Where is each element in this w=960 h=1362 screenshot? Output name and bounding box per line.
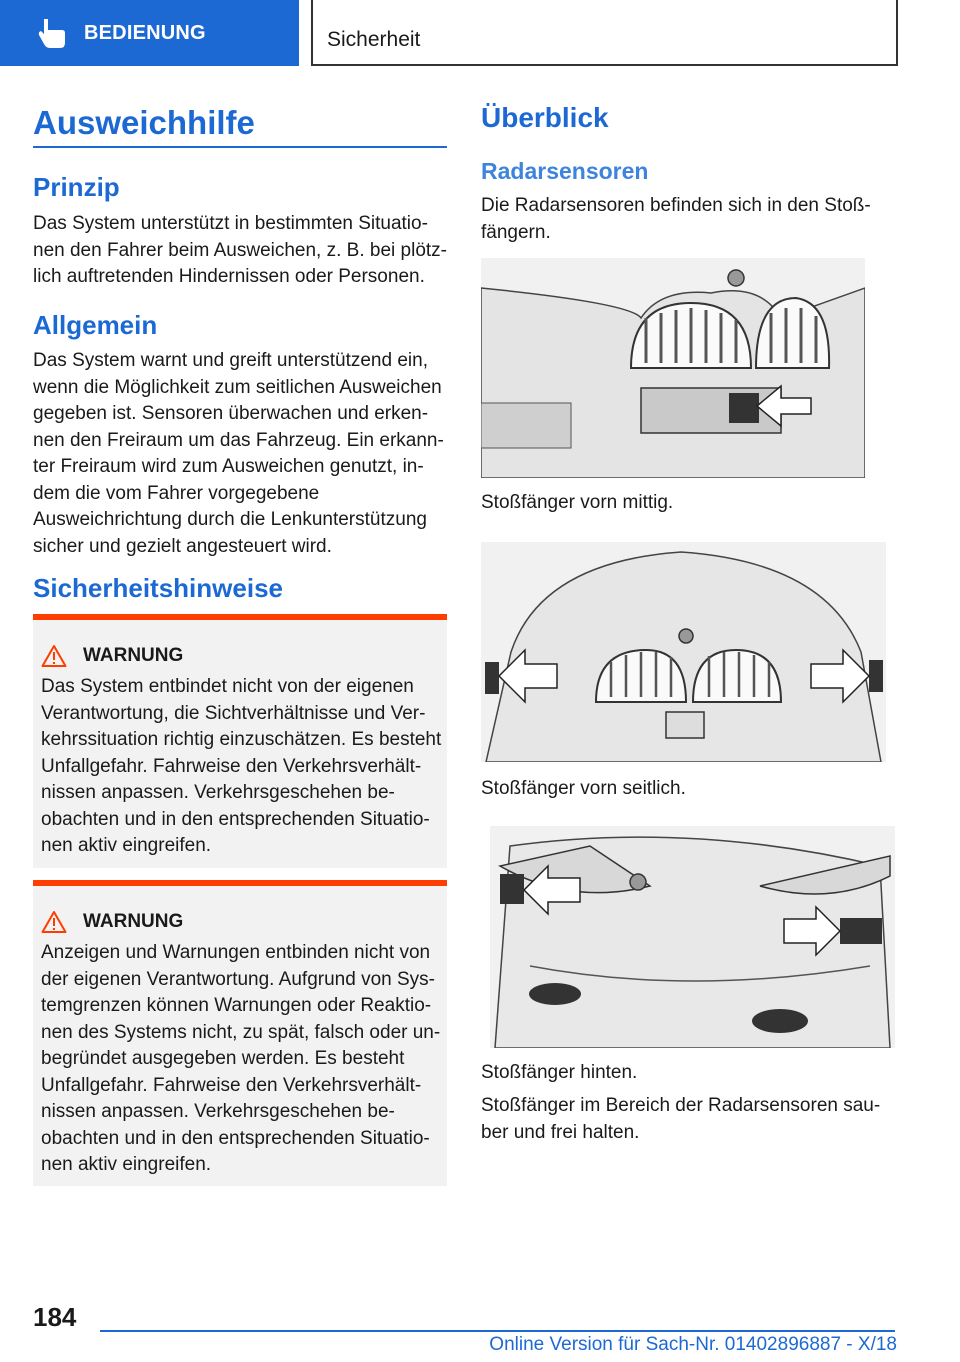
warning-header — [41, 910, 183, 934]
warning-box-2 — [33, 880, 447, 1186]
warning-text: Das System entbindet nicht von der eigenen Verantwortung, die Sichtverhältnisse und Ver‐ kehrssituation richtig einzuschätzen. Es besteht Unfallgefahr. Fahrweise den Verkehrsverhält‐ nissen anpassen. Verkehrsgeschehen be‐ obachten und in den entsprechenden Situatio‐ nen aktiv eingreifen. — [41, 676, 442, 856]
warning-text: Anzeigen und Warnungen entbinden nicht von der eigenen Verantwortung. Aufgrund von Sys‐ temgrenzen können Warnungen oder Reaktio‐ nen des Systems nicht, zu spät, falsch oder un‐ begründet ausgegeben werden. Es besteht Unfallgefahr. Fahrweise den Verkehrsverhält‐ nissen anpassen. Verkehrsgeschehen be‐ obachten und in den entsprechenden Situatio‐ nen aktiv eingreifen. — [41, 942, 441, 1175]
prinzip-text: Das System unterstützt in bestimmten Situatio‐ nen den Fahrer beim Ausweichen, z. B. bei plötz‐ lich auftretenden Hindernissen oder Personen. — [33, 213, 448, 287]
section-label: BEDIENUNG — [84, 21, 206, 44]
page-title: Ausweichhilfe — [33, 104, 255, 141]
rear-illustration — [490, 826, 895, 1048]
caption-front-center: Stoßfänger vorn mittig. — [481, 492, 674, 513]
online-version-link[interactable]: Online Version für Sach-Nr. 01402896887 - X/18 — [489, 1334, 897, 1355]
footer-divider — [100, 1330, 895, 1332]
warning-label: WARNUNG — [83, 911, 184, 932]
closing-text: Stoßfänger im Bereich der Radarsensoren sau‐ ber und frei halten. — [481, 1095, 881, 1143]
radar-intro: Die Radarsensoren befinden sich in den Stoß‐ fängern. — [481, 195, 871, 243]
prinzip-heading: Prinzip — [33, 172, 120, 202]
section-tab[interactable] — [0, 0, 299, 66]
radar-subheading: Radarsensoren — [481, 158, 649, 184]
title-divider — [33, 146, 447, 148]
warning-label: WARNUNG — [83, 645, 184, 666]
allgemein-text: Das System warnt und greift unterstützend ein, wenn die Möglichkeit zum seitlichen Ausweichen gegeben ist. Sensoren überwachen und erken‐ nen den Freiraum um das Fahrzeug. Ein erkann‐ ter Freiraum wird zum Ausweichen genutzt, in‐ dem die vom Fahrer vorgegebene Ausweichrichtung durch die Lenkunterstützung sicher und gezielt angesteuert wird. — [33, 350, 444, 557]
warning-box-1 — [33, 614, 447, 868]
overview-heading: Überblick — [481, 102, 609, 133]
allgemein-heading: Allgemein — [33, 310, 158, 340]
chapter-header — [311, 0, 898, 66]
caption-rear: Stoßfänger hinten. — [481, 1062, 638, 1083]
safety-heading: Sicherheitshinweise — [33, 573, 283, 603]
warning-triangle-icon — [41, 910, 67, 934]
warning-triangle-icon — [41, 644, 67, 668]
front-center-illustration — [481, 258, 865, 478]
pointing-hand-icon — [38, 17, 66, 49]
warning-header — [41, 644, 183, 668]
page-number: 184 — [33, 1302, 77, 1332]
front-side-illustration — [481, 542, 886, 762]
chapter-label: Sicherheit — [327, 28, 421, 51]
caption-front-side: Stoßfänger vorn seitlich. — [481, 778, 686, 799]
